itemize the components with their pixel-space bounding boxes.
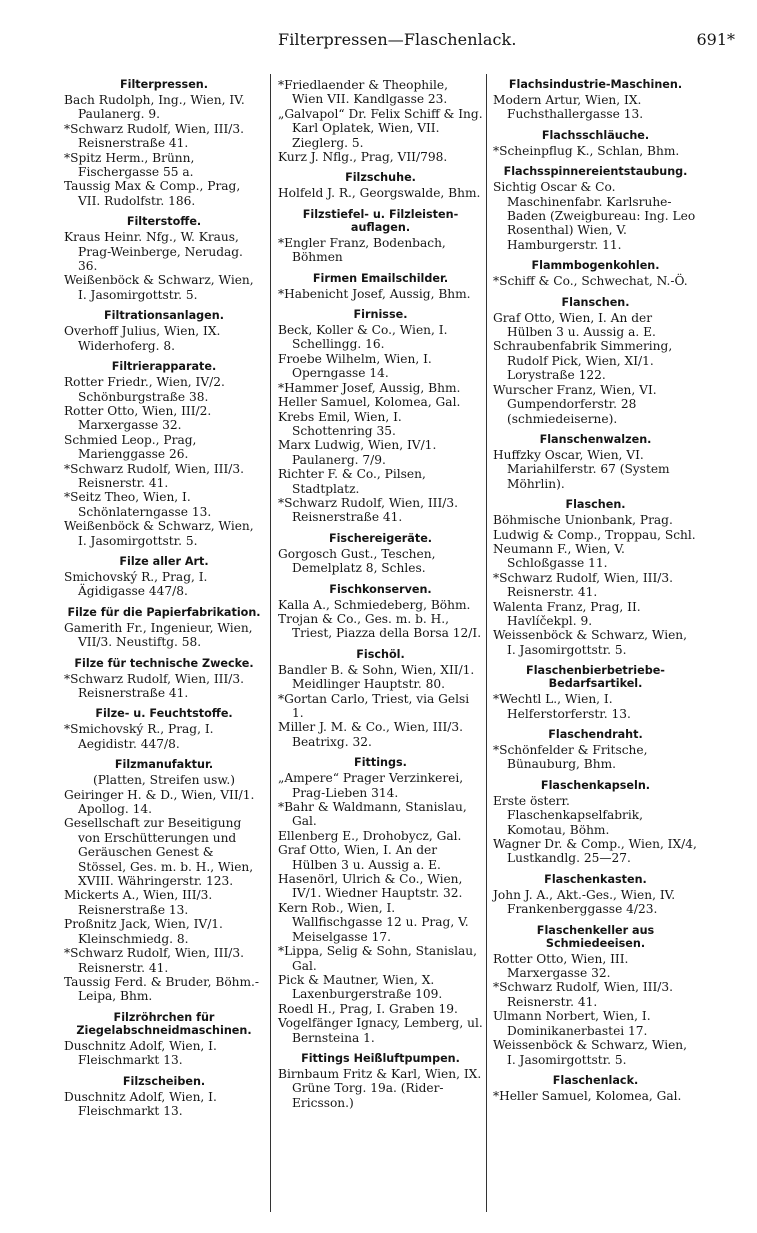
directory-entry: *Scheinpflug K., Schlan, Bhm.	[493, 143, 680, 158]
section-heading: Flaschen.	[565, 498, 626, 512]
directory-entry: Bach Rudolph, Ing., Wien, IV. Paulanerg. 9.	[64, 93, 245, 122]
directory-entry: Walenta Franz, Prag, II. Havlíčekpl. 9.	[493, 599, 641, 628]
section-heading: Filterstoffe.	[126, 215, 202, 229]
directory-entry: Bandler B. & Sohn, Wien, XII/1. Meidlinger Hauptstr. 80.	[278, 662, 475, 692]
directory-entry: *Schwarz Rudolf, Wien, III/3. Reisnerstraße 41.	[64, 121, 245, 151]
directory-entry: Weißenböck & Schwarz, Wien, I. Jasomirgottstr. 5.	[64, 273, 254, 302]
directory-entry: Schraubenfabrik Simmering, Rudolf Pick, Wien, XI/1. Lorystraße 122.	[493, 339, 673, 383]
directory-entry: *Wechtl L., Wien, I. Helferstorferstr. 13.	[493, 692, 631, 721]
section-heading: Flaschendraht.	[548, 728, 643, 741]
directory-entry: Kraus Heinr. Nfg., W. Kraus, Prag-Weinberge, Nerudag. 36.	[64, 230, 243, 274]
directory-entry: *Schwarz Rudolf, Wien, III/3. Reisnerstr. 41.	[64, 461, 245, 490]
directory-entry: Gorgosch Gust., Teschen, Demelplatz 8, Schles.	[278, 546, 436, 576]
directory-entry: John J. A., Akt.-Ges., Wien, IV. Frankenberggasse 4/23.	[493, 887, 676, 917]
page-number: 691*	[696, 30, 735, 49]
directory-entry: Holfeld J. R., Georgswalde, Bhm.	[278, 186, 481, 201]
directory-entry: *Friedlaender & Theophile, Wien VII. Kandlgasse 23.	[278, 78, 449, 107]
directory-entry: Huffzky Oscar, Wien, VI. Mariahilferstr. 67 (System Möhrlin).	[493, 447, 670, 491]
running-title: Filterpressen—Flaschenlack.	[278, 30, 517, 49]
directory-entry: Gesellschaft zur Beseitigung von Erschütterungen und Geräuschen Genest & Stössel, Ges. m. b. H., Wien, XVIII. Währingerstr. 123.	[64, 816, 254, 889]
section-heading: Filzröhrchen für Ziegelabschneidmaschinen.	[76, 1010, 252, 1037]
section-heading: Filzstiefel- u. Filzleisten-auflagen.	[302, 207, 459, 234]
directory-entry: Taussig Max & Comp., Prag, VII. Rudolfstr. 186.	[64, 179, 241, 208]
section-heading: Fischkonserven.	[329, 582, 432, 596]
directory-entry: *Engler Franz, Bodenbach, Böhmen	[278, 235, 446, 265]
directory-entry: „Ampere“ Prager Verzinkerei, Prag-Lieben 314.	[278, 771, 464, 800]
section-heading: Filzscheiben.	[122, 1074, 206, 1088]
section-heading: Flachsindustrie-Maschinen.	[508, 78, 683, 91]
directory-entry: Graf Otto, Wien, I. An der Hülben 3 u. Aussig a. E.	[493, 310, 656, 340]
section-heading: Flaschenkeller aus Schmiedeeisen.	[536, 923, 655, 950]
directory-entry: Proßnitz Jack, Wien, IV/1. Kleinschmiedg. 8.	[64, 917, 223, 946]
section-heading: Filzschuhe.	[345, 171, 416, 185]
directory-entry: Ulmann Norbert, Wien, I. Dominikanerbastei 17.	[493, 1009, 651, 1038]
directory-entry: *Schwarz Rudolf, Wien, III/3. Reisnerstraße 41.	[278, 495, 459, 525]
directory-entry: „Galvapol“ Dr. Felix Schiff & Ing. Karl Oplatek, Wien, VII. Zieglerg. 5.	[278, 106, 483, 150]
directory-entry: Kern Rob., Wien, I. Wallfischgasse 12 u. Prag, V. Meiselgasse 17.	[278, 900, 469, 944]
directory-entry: Froebe Wilhelm, Wien, I. Operngasse 14.	[278, 351, 432, 381]
section-heading: Firmen Emailschilder.	[312, 271, 449, 285]
directory-entry: *Gortan Carlo, Triest, via Gelsi 1.	[278, 691, 470, 720]
directory-entry: *Seitz Theo, Wien, I. Schönlaterngasse 13.	[64, 490, 212, 519]
section-subnote: (Platten, Streifen usw.)	[92, 773, 236, 788]
section-heading: Filtrierapparate.	[111, 360, 217, 374]
directory-entry: Smichovský R., Prag, I. Ägidigasse 447/8.	[64, 569, 208, 599]
directory-entry: Ellenberg E., Drohobycz, Gal.	[278, 828, 462, 843]
section-heading: Filze für technische Zwecke.	[74, 656, 254, 670]
section-heading: Flaschenlack.	[552, 1073, 639, 1087]
column-right	[493, 78, 698, 1103]
section-heading: Flaschenkasten.	[544, 872, 647, 886]
section-heading: Flammbogenkohlen.	[531, 259, 660, 273]
directory-entry: Duschnitz Adolf, Wien, I. Fleischmarkt 13.	[64, 1089, 217, 1118]
section-heading: Flaschenbierbetriebe-Bedarfsartikel.	[526, 664, 665, 691]
directory-entry: Overhoff Julius, Wien, IX. Widerhoferg. 8.	[64, 324, 221, 353]
directory-entry: Pick & Mautner, Wien, X. Laxenburgerstraße 109.	[278, 972, 443, 1002]
directory-entry: Graf Otto, Wien, I. An der Hülben 3 u. Aussig a. E.	[278, 843, 441, 872]
section-heading: Firnisse.	[353, 308, 408, 322]
directory-entry: Roedl H., Prag, I. Graben 19.	[278, 1001, 458, 1016]
directory-entry: *Heller Samuel, Kolomea, Gal.	[493, 1088, 682, 1103]
directory-entry: Neumann F., Wien, V. Schloßgasse 11.	[493, 541, 625, 571]
directory-entry: Mickerts A., Wien, III/3. Reisnerstraße 13.	[64, 888, 213, 917]
directory-entry: Weissenböck & Schwarz, Wien, I. Jasomirgottstr. 5.	[493, 628, 688, 657]
directory-entry: Wurscher Franz, Wien, VI. Gumpendorferstr. 28 (schmiedeiserne).	[493, 382, 657, 426]
directory-entry: Vogelfänger Ignacy, Lemberg, ul. Bernsteina 1.	[278, 1016, 483, 1045]
section-heading: Fittings Heißluftpumpen.	[301, 1051, 460, 1065]
directory-entry: Wagner Dr. & Comp., Wien, IX/4, Lustkandlg. 25—27.	[493, 837, 697, 866]
directory-entry: Ludwig & Comp., Troppau, Schl.	[493, 527, 696, 542]
section-heading: Fittings.	[354, 756, 407, 770]
directory-entry: Böhmische Unionbank, Prag.	[493, 513, 673, 528]
column-middle	[278, 78, 483, 1110]
directory-entry: Schmied Leop., Prag, Marienggasse 26.	[64, 432, 197, 462]
section-heading: Filze für die Papierfabrikation.	[67, 605, 261, 619]
section-heading: Fischereigeräte.	[328, 531, 433, 545]
directory-entry: *Schiff & Co., Schwechat, N.-Ö.	[493, 274, 688, 289]
directory-entry: Weissenböck & Schwarz, Wien, I. Jasomirgottstr. 5.	[493, 1038, 688, 1067]
section-heading: Flachsspinnereientstaubung.	[503, 165, 688, 179]
directory-entry: Marx Ludwig, Wien, IV/1. Paulanerg. 7/9.	[278, 438, 437, 467]
section-heading: Filze aller Art.	[119, 554, 209, 568]
directory-entry: Taussig Ferd. & Bruder, Böhm.-Leipa, Bhm.	[64, 974, 260, 1004]
directory-entry: Trojan & Co., Ges. m. b. H., Triest, Piazza della Borsa 12/I.	[278, 611, 482, 641]
page-header	[0, 10, 757, 49]
section-heading: Flanschenwalzen.	[539, 432, 652, 446]
directory-entry: *Habenicht Josef, Aussig, Bhm.	[278, 286, 471, 301]
section-heading: Filzmanufaktur.	[114, 758, 214, 772]
directory-entry: Geiringer H. & D., Wien, VII/1. Apollog. 14.	[64, 787, 255, 817]
directory-entry: Richter F. & Co., Pilsen, Stadtplatz.	[278, 467, 426, 496]
section-heading: Flachsschläuche.	[541, 128, 650, 142]
directory-entry: Miller J. M. & Co., Wien, III/3. Beatrixg. 32.	[278, 720, 463, 749]
directory-entry: *Smichovský R., Prag, I. Aegidistr. 447/8.	[64, 722, 214, 751]
directory-entry: *Hammer Josef, Aussig, Bhm.	[278, 380, 461, 395]
directory-entry: *Schwarz Rudolf, Wien, III/3. Reisnerstr. 41.	[493, 980, 674, 1009]
directory-entry: *Schwarz Rudolf, Wien, III/3. Reisnerstr. 41.	[493, 570, 674, 600]
section-heading: Flaschenkapseln.	[540, 778, 651, 792]
directory-entry: *Lippa, Selig & Sohn, Stanislau, Gal.	[278, 944, 477, 973]
directory-entry: Beck, Koller & Co., Wien, I. Schellingg. 16.	[278, 323, 448, 352]
directory-entry: Rotter Friedr., Wien, IV/2. Schönburgstraße 38.	[64, 375, 225, 404]
column-rule-1	[270, 74, 271, 1212]
directory-entry: Krebs Emil, Wien, I. Schottenring 35.	[278, 409, 402, 438]
directory-entry: Hasenörl, Ulrich & Co., Wien, IV/1. Wiedner Hauptstr. 32.	[278, 872, 463, 901]
section-heading: Filterpressen.	[120, 78, 208, 91]
section-heading: Filze- u. Feuchtstoffe.	[95, 707, 233, 721]
directory-entry: Birnbaum Fritz & Karl, Wien, IX. Grüne Torg. 19a. (Rider-Ericsson.)	[278, 1066, 482, 1110]
directory-entry: Duschnitz Adolf, Wien, I. Fleischmarkt 13.	[64, 1038, 217, 1068]
directory-entry: Weißenböck & Schwarz, Wien, I. Jasomirgottstr. 5.	[64, 519, 254, 548]
directory-entry: Gamerith Fr., Ingenieur, Wien, VII/3. Neustiftg. 58.	[64, 620, 253, 650]
directory-entry: *Spitz Herm., Brünn, Fischergasse 55 a.	[64, 150, 195, 180]
section-heading: Filtrationsanlagen.	[104, 309, 224, 323]
directory-entry: *Schwarz Rudolf, Wien, III/3. Reisnerstr. 41.	[64, 946, 245, 975]
directory-entry: Erste österr. Flaschenkapselfabrik, Komotau, Böhm.	[493, 793, 643, 837]
directory-entry: Modern Artur, Wien, IX. Fuchsthallergasse 13.	[493, 93, 644, 122]
section-heading: Flanschen.	[561, 295, 630, 309]
directory-entry: Kurz J. Nflg., Prag, VII/798.	[278, 150, 448, 165]
directory-entry: *Schwarz Rudolf, Wien, III/3. Reisnerstraße 41.	[64, 671, 245, 700]
directory-entry: Kalla A., Schmiedeberg, Böhm.	[278, 597, 471, 612]
column-left	[64, 78, 264, 1118]
column-rule-2	[486, 74, 487, 1212]
directory-entry: *Schönfelder & Fritsche, Bünauburg, Bhm.	[493, 743, 648, 772]
directory-entry: Heller Samuel, Kolomea, Gal.	[278, 395, 461, 410]
directory-entry: Sichtig Oscar & Co. Maschinenfabr. Karlsruhe-Baden (Zweigbureau: Ing. Leo Rosenthal) Wien, V. Hamburgerstr. 11.	[493, 180, 696, 252]
directory-entry: Rotter Otto, Wien, III/2. Marxergasse 32.	[64, 403, 212, 433]
section-heading: Fischöl.	[356, 647, 405, 661]
directory-entry: *Bahr & Waldmann, Stanislau, Gal.	[278, 800, 467, 829]
directory-entry: Rotter Otto, Wien, III. Marxergasse 32.	[493, 951, 629, 981]
